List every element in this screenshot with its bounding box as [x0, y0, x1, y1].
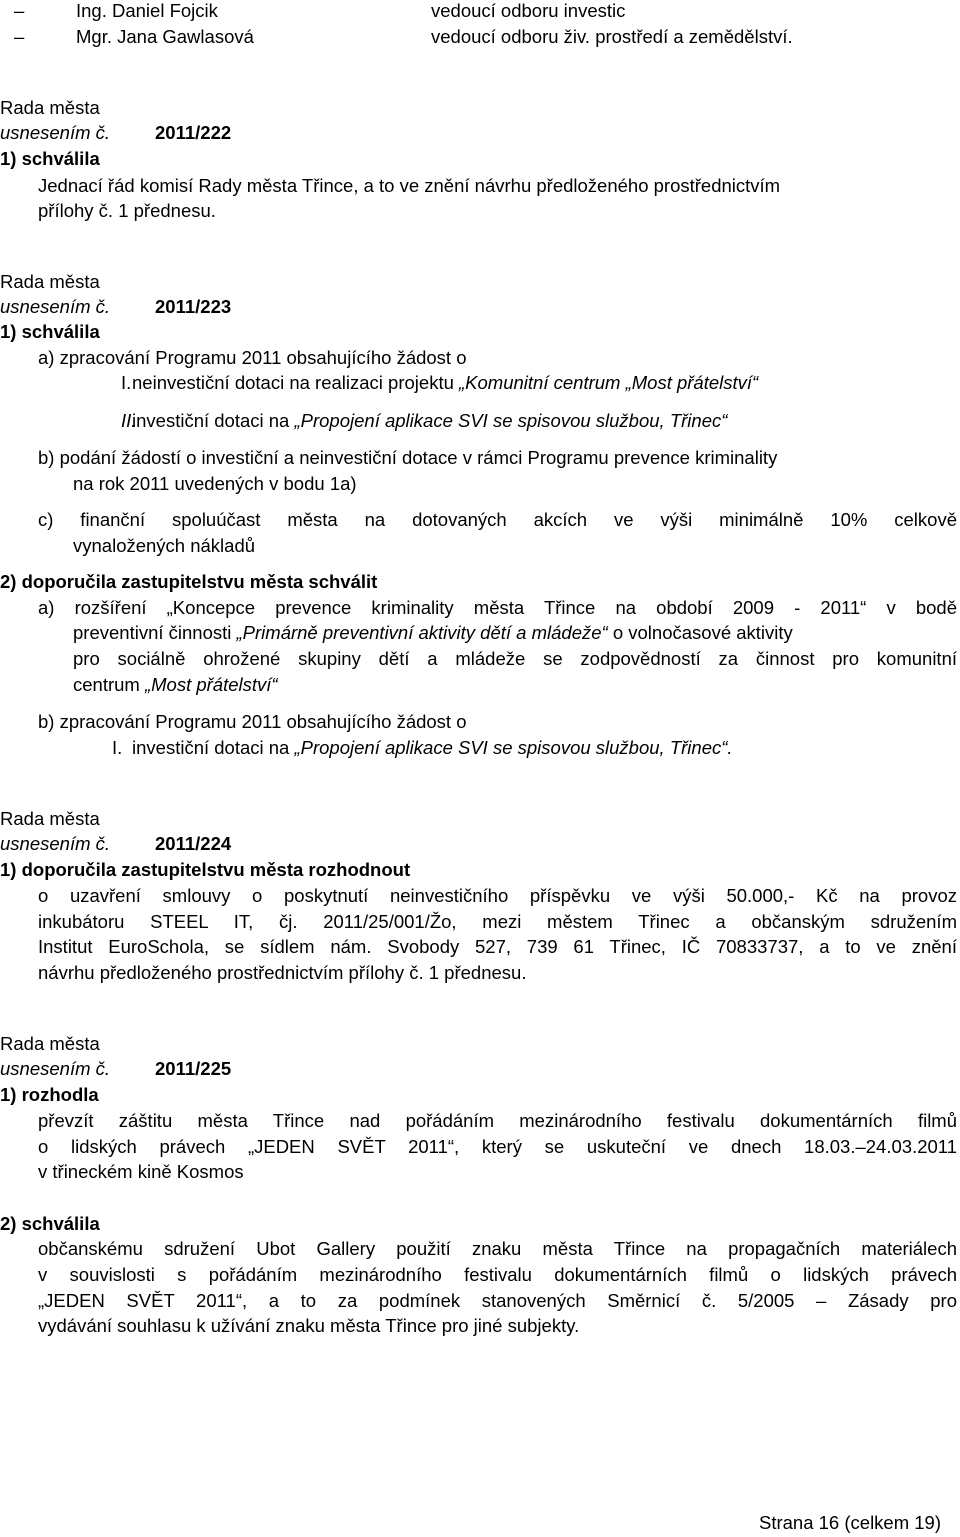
rada-mesta-heading: Rada města: [0, 1033, 100, 1054]
resolution-text: o uzavření smlouvy o poskytnutí neinvestičního příspěvku ve výši 50.000,- Kč na provoz: [38, 885, 957, 906]
rada-mesta-heading: Rada města: [0, 808, 100, 829]
rada-mesta-heading: Rada města: [0, 97, 100, 118]
point-label: 2) doporučila zastupitelstvu města schválit: [0, 571, 378, 592]
item-b2: b) zpracování Programu 2011 obsahujícího žádost o: [38, 711, 467, 732]
point-label: 1) doporučila zastupitelstvu města rozhodnout: [0, 859, 411, 880]
resolution-text: v souvislosti s pořádáním mezinárodního festivalu dokumentárních filmů o lidských právech: [38, 1264, 957, 1285]
resolution-number: usnesením č. 2011/224: [0, 833, 232, 854]
subitem-I: I. neinvestiční dotaci na realizaci projektu „Komunitní centrum „Most přátelství“: [121, 372, 759, 393]
point-label: 2) schválila: [0, 1213, 100, 1234]
item-b: b) podání žádostí o investiční a neinvestiční dotace v rámci Programu prevence kriminality: [38, 447, 778, 468]
subitem-II: II. investiční dotaci na „Propojení aplikace SVI se spisovou službou, Třinec“: [121, 410, 728, 431]
item-c-cont: vynaložených nákladů: [73, 535, 256, 556]
dash-bullet: –: [14, 0, 25, 21]
item-a2-cont: pro sociálně ohrožené skupiny dětí a mládeže se zodpovědností za činnost pro komunitní: [73, 648, 957, 669]
person-role: vedoucí odboru živ. prostředí a zemědělství.: [431, 26, 793, 47]
resolution-text: převzít záštitu města Třince nad pořádáním mezinárodního festivalu dokumentárních filmů: [38, 1110, 957, 1131]
item-a2: a) rozšíření „Koncepce prevence kriminality města Třince na období 2009 - 2011“ v bodě: [38, 597, 957, 618]
person-name: Ing. Daniel Fojcik: [76, 0, 218, 21]
point-label: 1) schválila: [0, 321, 100, 342]
item-c: c) finanční spoluúčast města na dotovaných akcích ve výši minimálně 10% celkově: [38, 509, 957, 530]
resolution-text: Institut EuroSchola, se sídlem nám. Svobody 527, 739 61 Třinec, IČ 70833737, a to ve znění: [38, 936, 957, 957]
resolution-text: o lidských právech „JEDEN SVĚT 2011“, který se uskuteční ve dnech 18.03.–24.03.2011: [38, 1136, 957, 1157]
item-a2-cont: centrum „Most přátelství“: [73, 674, 278, 695]
resolution-text: návrhu předloženého prostřednictvím přílohy č. 1 přednesu.: [38, 962, 527, 983]
item-a: a) zpracování Programu 2011 obsahujícího žádost o: [38, 347, 467, 368]
point-label: 1) schválila: [0, 148, 100, 169]
item-b-cont: na rok 2011 uvedených v bodu 1a): [73, 473, 357, 494]
dash-bullet: –: [14, 26, 25, 47]
point-label: 1) rozhodla: [0, 1084, 99, 1105]
subitem-b2-I: I. investiční dotaci na „Propojení aplikace SVI se spisovou službou, Třinec“.: [112, 737, 733, 758]
resolution-text: „JEDEN SVĚT 2011“, a to za podmínek stanovených Směrnicí č. 5/2005 – Zásady pro: [38, 1290, 957, 1311]
resolution-number: usnesením č. 2011/222: [0, 122, 232, 143]
resolution-text: vydávání souhlasu k užívání znaku města Třince pro jiné subjekty.: [38, 1315, 580, 1336]
resolution-number: usnesením č. 2011/225: [0, 1058, 232, 1079]
page-number: Strana 16 (celkem 19): [759, 1512, 942, 1533]
resolution-text: inkubátoru STEEL IT, čj. 2011/25/001/Žo, mezi městem Třinec a občanským sdružením: [38, 911, 957, 932]
resolution-text: Jednací řád komisí Rady města Třince, a to ve znění návrhu předloženého prostřednictvím: [38, 175, 781, 196]
resolution-text: v třineckém kině Kosmos: [38, 1161, 244, 1182]
resolution-number: usnesením č. 2011/223: [0, 296, 232, 317]
resolution-text: přílohy č. 1 přednesu.: [38, 200, 216, 221]
resolution-text: občanskému sdružení Ubot Gallery použití znaku města Třince na propagačních materiálech: [38, 1238, 957, 1259]
person-role: vedoucí odboru investic: [431, 0, 626, 21]
rada-mesta-heading: Rada města: [0, 271, 100, 292]
item-a2-cont: preventivní činnosti „Primárně preventivní aktivity dětí a mládeže“ o volnočasové aktivity: [73, 622, 793, 643]
person-name: Mgr. Jana Gawlasová: [76, 26, 254, 47]
